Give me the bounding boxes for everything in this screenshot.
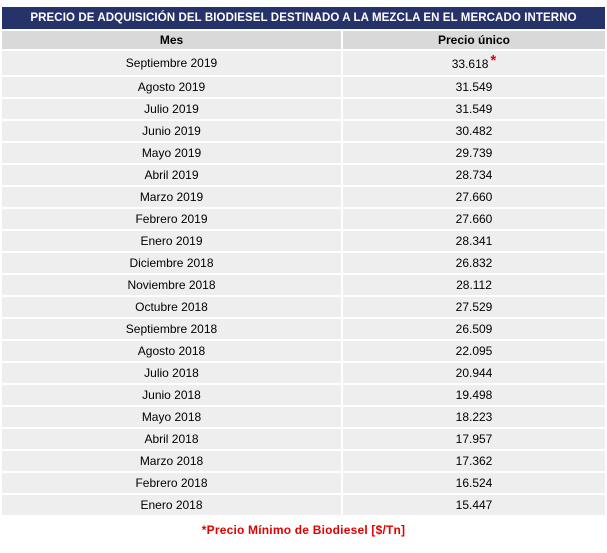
month-cell: Septiembre 2018: [2, 319, 341, 339]
table-row: [2, 143, 605, 163]
table-row: [2, 473, 605, 493]
table-row: [2, 385, 605, 405]
price-cell: 28.112: [343, 275, 605, 295]
table-row: [2, 253, 605, 273]
table-row: [2, 231, 605, 251]
table-row: [2, 51, 605, 75]
price-column-header: Precio único: [343, 31, 605, 49]
month-cell: Febrero 2018: [2, 473, 341, 493]
month-cell: Octubre 2018: [2, 297, 341, 317]
month-cell: Marzo 2019: [2, 187, 341, 207]
price-cell: 16.524: [343, 473, 605, 493]
table-row: [2, 187, 605, 207]
price-cell: 20.944: [343, 363, 605, 383]
price-cell: 27.660: [343, 187, 605, 207]
month-cell: Noviembre 2018: [2, 275, 341, 295]
month-cell: Mayo 2019: [2, 143, 341, 163]
table-row: [2, 429, 605, 449]
month-cell: Agosto 2019: [2, 77, 341, 97]
price-cell: 31.549: [343, 99, 605, 119]
price-cell: 18.223: [343, 407, 605, 427]
month-cell: Febrero 2019: [2, 209, 341, 229]
table-title: PRECIO DE ADQUISICIÓN DEL BIODIESEL DESTINADO A LA MEZCLA EN EL MERCADO INTERNO: [2, 7, 605, 29]
price-table: [0, 29, 607, 517]
table-row: [2, 319, 605, 339]
table-row: [2, 77, 605, 97]
table-row: [2, 297, 605, 317]
footnote: *Precio Mínimo de Biodiesel [$/Tn]: [201, 523, 406, 537]
price-cell: 17.362: [343, 451, 605, 471]
table-row: [2, 495, 605, 515]
table-header-row: [2, 31, 605, 49]
month-cell: Julio 2018: [2, 363, 341, 383]
month-cell: Enero 2019: [2, 231, 341, 251]
price-table-container: [2, 7, 605, 537]
price-cell: [343, 51, 605, 75]
month-cell: Agosto 2018: [2, 341, 341, 361]
price-cell: 29.739: [343, 143, 605, 163]
table-row: [2, 341, 605, 361]
table-row: [2, 209, 605, 229]
price-cell: 15.447: [343, 495, 605, 515]
month-column-header: Mes: [2, 31, 341, 49]
table-row: [2, 121, 605, 141]
month-cell: Septiembre 2019: [2, 51, 341, 75]
price-cell: 30.482: [343, 121, 605, 141]
month-cell: Marzo 2018: [2, 451, 341, 471]
month-cell: Abril 2018: [2, 429, 341, 449]
table-row: [2, 275, 605, 295]
month-cell: Junio 2018: [2, 385, 341, 405]
footnote-marker: *: [490, 51, 497, 69]
price-cell: 26.832: [343, 253, 605, 273]
month-cell: Diciembre 2018: [2, 253, 341, 273]
table-row: [2, 165, 605, 185]
table-row: [2, 363, 605, 383]
price-cell: 26.509: [343, 319, 605, 339]
price-cell: 27.660: [343, 209, 605, 229]
price-cell: 19.498: [343, 385, 605, 405]
table-body: [2, 51, 605, 515]
price-cell: 31.549: [343, 77, 605, 97]
price-cell: 28.734: [343, 165, 605, 185]
month-cell: Junio 2019: [2, 121, 341, 141]
table-row: [2, 407, 605, 427]
month-cell: Enero 2018: [2, 495, 341, 515]
month-cell: Mayo 2018: [2, 407, 341, 427]
price-cell: 17.957: [343, 429, 605, 449]
month-cell: Julio 2019: [2, 99, 341, 119]
price-cell: 22.095: [343, 341, 605, 361]
price-cell: 27.529: [343, 297, 605, 317]
month-cell: Abril 2019: [2, 165, 341, 185]
table-row: [2, 99, 605, 119]
price-cell: 28.341: [343, 231, 605, 251]
price-value: 33.618: [451, 56, 489, 71]
table-row: [2, 451, 605, 471]
